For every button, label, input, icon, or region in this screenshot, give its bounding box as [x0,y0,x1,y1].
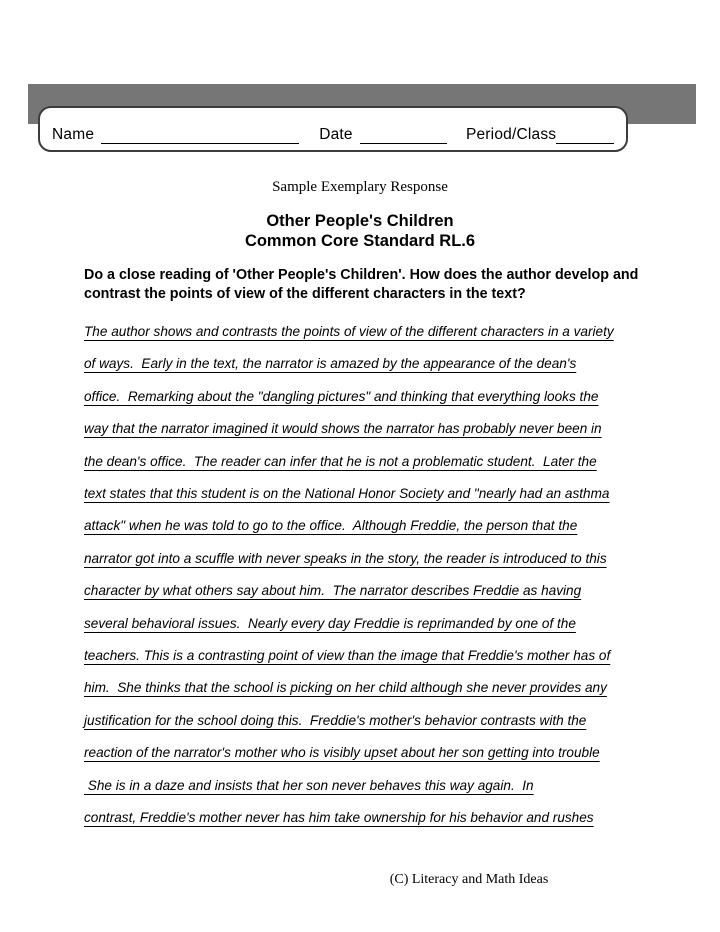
name-field-label: Name [52,126,95,143]
response-line-text: character by what others say about him. The narrator describes Freddie as having [84,583,582,599]
response-line [84,770,654,802]
response-line [84,705,654,737]
name-input-line[interactable] [101,130,299,144]
response-line [84,640,654,672]
response-line [84,413,654,445]
response-line [84,802,654,834]
period-class-field-label: Period/Class [465,126,557,143]
date-input-line[interactable] [360,130,448,144]
response-line-text: him. She thinks that the school is picking on her child although she never provides any [84,680,607,696]
footer-copyright-text: (C) Literacy and Math Ideas [389,872,549,887]
student-info-row [40,108,626,150]
response-line [84,575,654,607]
response-line [84,737,654,769]
prompt-question: Do a close reading of 'Other People's Children'. How does the author develop and contrast the points of view of the different characters in the text? [84,267,639,302]
response-line [84,316,654,348]
title-line-1: Other People's Children [266,212,454,230]
response-line [84,608,654,640]
response-line-text: narrator got into a scuffle with never speaks in the story, the reader is introduced to this [84,550,607,566]
date-field-label: Date [319,126,353,143]
response-line-text: teachers. This is a contrasting point of view than the image that Freddie's mother has of [84,648,611,664]
response-line-text: the dean's office. The reader can infer that he is not a problematic student. Later the [84,453,597,469]
response-line-text: text states that this student is on the National Honor Society and "nearly had an asthma [84,486,610,502]
response-line-text: reaction of the narrator's mother who is visibly upset about her son getting into trouble [84,745,600,761]
response-line [84,348,654,380]
response-line-text: office. Remarking about the "dangling pictures" and thinking that everything looks the [84,388,599,404]
response-line-text: of ways. Early in the text, the narrator is amazed by the appearance of the dean's [84,356,577,372]
document-subtitle: Sample Exemplary Response [272,179,448,195]
response-line [84,381,654,413]
response-line [84,510,654,542]
document-title [0,211,720,251]
response-line [84,672,654,704]
response-line-text: She is in a daze and insists that her son never behaves this way again. In [84,777,534,793]
response-line-text: The author shows and contrasts the points of view of the different characters in a variety [84,324,614,339]
response-line-text: contrast, Freddie's mother never has him take ownership for his behavior and rushes [84,810,594,826]
footer-copyright [0,872,720,888]
response-line-text: several behavioral issues. Nearly every day Freddie is reprimanded by one of the [84,615,576,631]
worksheet-header [0,0,720,170]
response-line-text: justification for the school doing this. Freddie's mother's behavior contrasts with the [84,712,587,728]
response-line [84,543,654,575]
period-class-input-line[interactable] [556,130,614,144]
title-line-2: Common Core Standard RL.6 [244,232,476,250]
student-info-box [38,106,628,152]
response-line-text: way that the narrator imagined it would shows the narrator has probably never been in [84,421,602,437]
response-line [84,478,654,510]
response-line-text: attack" when he was told to go to the office. Although Freddie, the person that the [84,518,578,534]
response-line [84,446,654,478]
response-body [84,316,654,835]
